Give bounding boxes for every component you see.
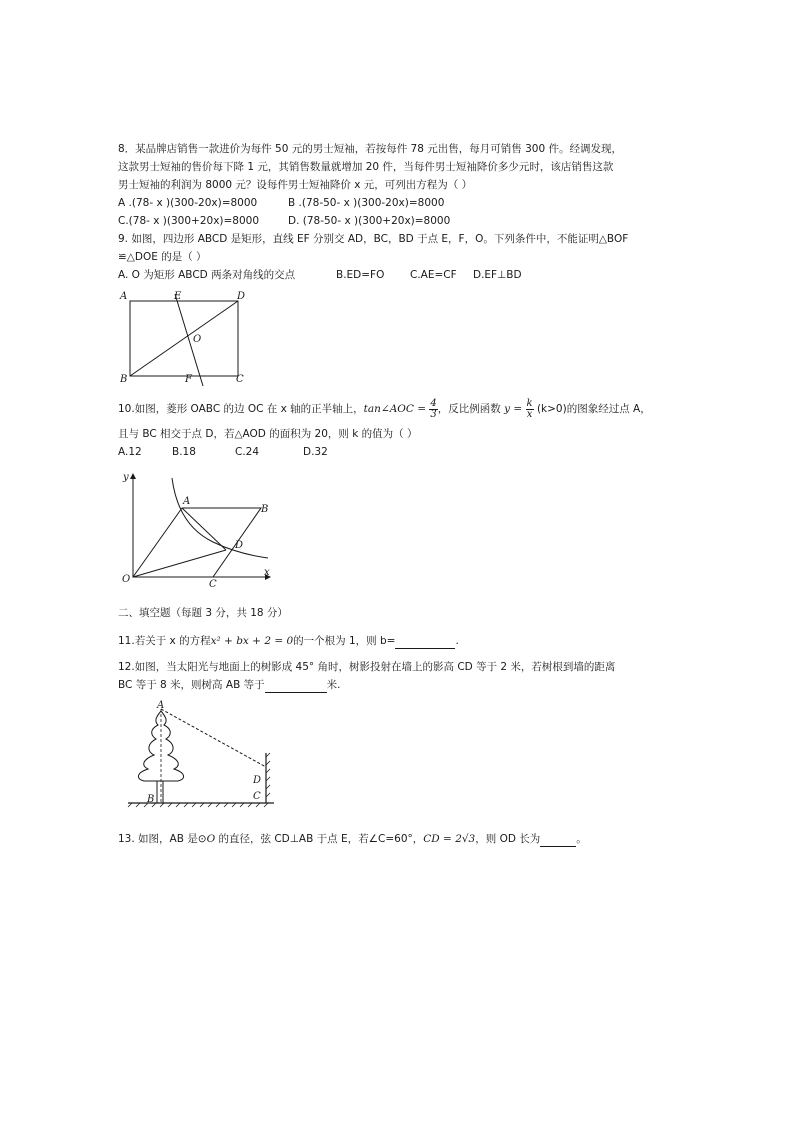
- q13-circle-o: O: [206, 833, 216, 845]
- q13-text-part1: 13. 如图，AB 是⊙: [118, 833, 207, 845]
- q9-option-b: B.ED=FO: [336, 269, 385, 281]
- q8-stem-line3: 男士短袖的利润为 8000 元？设每件男士短袖降价 x 元，可列出方程为（ ）: [118, 179, 473, 191]
- label-d: D: [235, 540, 244, 551]
- label-c: C: [236, 374, 244, 385]
- q9-option-d: D.EF⊥BD: [473, 269, 522, 281]
- sun-ray-line: [161, 709, 266, 767]
- q10-tan-numerator: 4: [430, 397, 437, 409]
- q10-text-part3: (k>0)的图象经过点 A，: [536, 403, 651, 415]
- label-x: x: [264, 567, 270, 578]
- q8-option-a: A .(78- x )(300-20x)=8000: [118, 197, 258, 209]
- label-y: y: [123, 472, 129, 483]
- label-d: D: [237, 291, 246, 302]
- label-b: B: [147, 794, 155, 805]
- q12-tree-shadow-figure: [126, 700, 278, 809]
- section-heading-fill-in: 二、填空题（每题 3 分，共 18 分）: [118, 607, 288, 619]
- q10-option-d: D.32: [303, 446, 328, 458]
- q12-stem-line2: [118, 678, 340, 693]
- wall-hatching: [266, 753, 270, 797]
- label-d: D: [253, 775, 262, 786]
- q10-tan-fraction: [429, 399, 437, 420]
- label-f: F: [185, 374, 192, 385]
- q11-answer-blank[interactable]: [395, 634, 455, 649]
- label-a: A: [120, 291, 128, 302]
- q10-option-a: A.12: [118, 446, 142, 458]
- q10-tan-expression: tan∠AOC =: [363, 403, 427, 415]
- q10-option-c: C.24: [235, 446, 260, 458]
- q11-text-part2: 的一个根为 1，则 b=: [293, 635, 396, 647]
- tree-trunk: [157, 781, 163, 803]
- q13-text-part2: 的直径，弦 CD⊥AB 于点 E，若∠C=60°，: [215, 833, 424, 845]
- q9-stem-line2: ≌△DOE 的是（ ）: [118, 251, 207, 263]
- q9-option-a: A. O 为矩形 ABCD 两条对角线的交点: [118, 269, 296, 281]
- q10-y-equals: y =: [504, 403, 523, 415]
- label-b: B: [120, 374, 128, 385]
- q10-k-numerator: k: [526, 397, 533, 409]
- q10-option-b: B.18: [172, 446, 196, 458]
- q12-text-part2: 米.: [326, 679, 341, 691]
- q9-rectangle-figure: [118, 286, 258, 388]
- label-b: B: [261, 504, 269, 515]
- q8-option-c: C.(78- x )(300+20x)=8000: [118, 215, 260, 227]
- q13-end-mark: 。: [576, 833, 587, 845]
- q11-stem: [118, 634, 459, 649]
- q11-equation: x² + bx + 2 = 0: [210, 635, 294, 647]
- q9-stem-line1: 9. 如图，四边形 ABCD 是矩形，直线 EF 分别交 AD，BC，BD 于点 E，F，O。下列条件中，不能证明△BOF: [118, 233, 629, 245]
- label-o: O: [122, 574, 131, 585]
- q9-option-c: C.AE=CF: [410, 269, 457, 281]
- q10-k-fraction: [526, 399, 534, 420]
- label-a: A: [157, 700, 165, 711]
- q11-text-part1: 11.若关于 x 的方程: [118, 635, 211, 647]
- q12-stem-line1: 12.如图，当太阳光与地面上的树影成 45° 角时，树影投射在墙上的影高 CD 等于 2 米，若树根到墙的距离: [118, 661, 616, 673]
- label-c: C: [209, 579, 217, 590]
- q8-stem-line2: 这款男士短袖的售价每下降 1 元，其销售数量就增加 20 件，当每件男士短袖降价多少元时，该店销售这款: [118, 161, 614, 173]
- q10-tan-denominator: 3: [430, 408, 437, 420]
- q10-k-denominator: x: [526, 408, 533, 420]
- label-o: O: [193, 334, 202, 345]
- segment-od: [133, 550, 226, 577]
- q13-cd-equation: CD = 2√3: [423, 833, 476, 845]
- q8-stem-line1: 8．某品牌店销售一款进价为每件 50 元的男士短袖，若按每件 78 元出售，每月可销售 300 件。经调发现，: [118, 143, 622, 155]
- q10-stem-line2: 且与 BC 相交于点 D，若△AOD 的面积为 20，则 k 的值为（ ）: [118, 428, 418, 440]
- q12-text-part1: BC 等于 8 米，则树高 AB 等于: [118, 679, 265, 691]
- label-c: C: [253, 791, 261, 802]
- q13-answer-blank[interactable]: [540, 832, 576, 847]
- q8-option-d: D. (78-50- x )(300+20x)=8000: [288, 215, 451, 227]
- q10-rhombus-figure: [118, 470, 278, 588]
- segment-ad: [182, 508, 226, 550]
- label-e: E: [174, 291, 182, 302]
- diagonal-bd: [130, 301, 238, 376]
- label-a: A: [183, 496, 191, 507]
- q12-answer-blank[interactable]: [265, 678, 327, 693]
- q11-end-mark: .: [455, 635, 459, 647]
- q10-text-part1: 10.如图，菱形 OABC 的边 OC 在 x 轴的正半轴上，: [118, 403, 364, 415]
- q8-option-b: B .(78-50- x )(300-20x)=8000: [288, 197, 445, 209]
- q13-text-part3: ，则 OD 长为: [475, 833, 541, 845]
- q10-stem-line1: [118, 398, 651, 420]
- q13-stem: [118, 832, 587, 847]
- q10-text-part2: ，反比例函数: [437, 403, 501, 415]
